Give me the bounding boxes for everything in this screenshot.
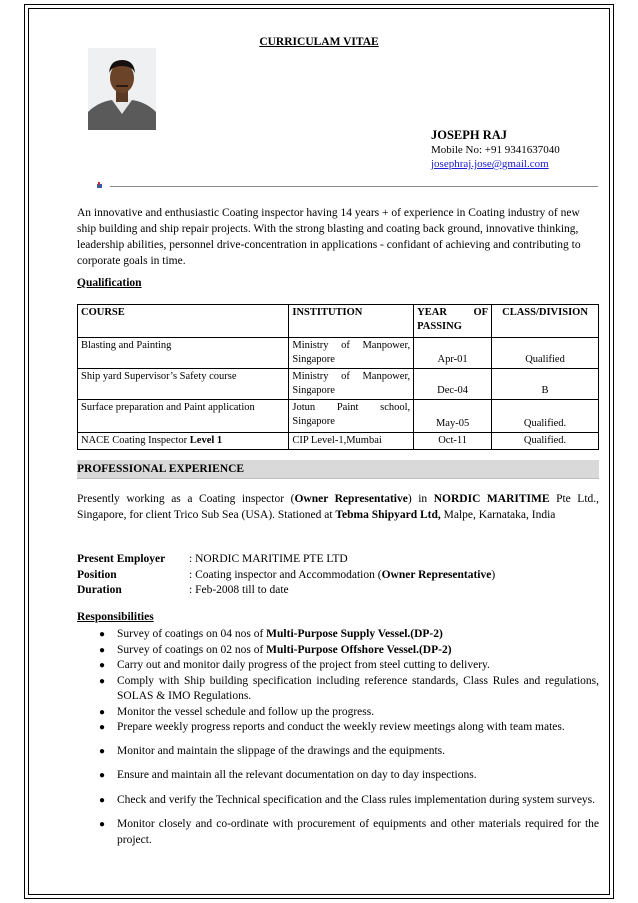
position-value-bold: Owner Representative [381, 569, 492, 581]
class-cell: Qualified [492, 338, 599, 369]
list-item [77, 705, 599, 721]
profile-photo [88, 48, 156, 130]
header-institution: INSTITUTION [289, 305, 414, 338]
employer-row [77, 551, 348, 567]
intro-bold-1: Owner Representative [294, 493, 408, 505]
qualification-heading: Qualification [77, 277, 142, 289]
list-item [77, 643, 599, 659]
item-text: Check and verify the Technical specification and the Class rules implementation during system surveys. [117, 793, 596, 806]
course-level-text: Level 1 [189, 435, 223, 446]
responsibilities-list [77, 627, 599, 848]
intro-text-4: Malpe, Karnataka, India [440, 509, 556, 521]
table-header-row [78, 305, 599, 338]
list-item [77, 744, 599, 760]
mobile-number: Mobile No: +91 9341637040 [431, 144, 560, 156]
year-cell: Dec-04 [414, 369, 492, 400]
header-divider [110, 186, 598, 187]
item-text: Monitor the vessel schedule and follow up the progress. [117, 705, 375, 718]
list-item [77, 768, 599, 784]
header-course: COURSE [78, 305, 289, 338]
item-text: Survey of coatings on 02 nos of [117, 643, 267, 656]
item-bold: Multi-Purpose Supply Vessel.(DP-2) [266, 628, 443, 640]
employer-value: : NORDIC MARITIME PTE LTD [189, 553, 348, 565]
position-label: Position [77, 569, 117, 581]
institution-text: Jotun Paint school, Singapore [292, 402, 411, 427]
class-cell: Qualified. [492, 433, 599, 450]
duration-row [77, 582, 289, 598]
bullet-icon: ● [99, 629, 106, 640]
class-cell: B [492, 369, 599, 400]
item-text: Monitor and maintain the slippage of the drawings and the equipments. [117, 744, 445, 757]
class-cell: Qualified. [492, 400, 599, 433]
bullet-icon: ● [99, 819, 106, 830]
summary-paragraph: An innovative and enthusiastic Coating inspector having 14 years + of experience in Coating industry of new ship building and ship repair projects. With the strong blasting and coating back ground, innovative thinking, leadership abilities, personnel drive-concentration in applications - confidant of achieving and contributing to corporate goals in time. [77, 207, 581, 267]
bullet-icon: ● [99, 644, 106, 656]
header-year: YEAR OF PASSING [414, 305, 492, 338]
intro-text-3: Pte Ltd., Singapore, for client Trico Sub Sea (USA). Stationed at [77, 493, 600, 521]
position-value: : Coating inspector and Accommodation ( [189, 569, 382, 581]
institution-cell: Ministry of Manpower, Singapore [289, 338, 414, 369]
course-text: Ship yard Supervisor’s Safety course [81, 371, 237, 382]
position-value-end: ) [491, 569, 496, 581]
list-item [77, 674, 599, 705]
table-row [78, 433, 599, 450]
decorative-bullet-icon [96, 176, 104, 184]
duration-value: : Feb-2008 till to date [189, 584, 289, 596]
bullet-icon: ● [99, 660, 106, 671]
bullet-icon: ● [99, 706, 106, 718]
experience-intro [77, 491, 599, 523]
list-item [77, 627, 599, 643]
bullet-icon: ● [99, 675, 106, 687]
table-row [78, 338, 599, 369]
candidate-name: JOSEPH RAJ [431, 128, 508, 142]
bullet-icon: ● [99, 770, 106, 781]
bullet-icon: ● [99, 722, 106, 733]
list-item [77, 658, 599, 674]
duration-label: Duration [77, 584, 122, 596]
course-cell [78, 338, 289, 369]
list-item [77, 817, 599, 848]
institution-cell: Ministry of Manpower, Singapore [289, 369, 414, 400]
item-text: Carry out and monitor daily progress of the project from steel cutting to delivery. [117, 659, 490, 671]
position-row [77, 567, 495, 583]
bullet-icon: ● [99, 794, 106, 806]
institution-cell: CIP Level-1,Mumbai [289, 433, 414, 450]
item-text: Ensure and maintain all the relevant documentation on day to day inspections. [117, 769, 477, 781]
experience-heading: PROFESSIONAL EXPERIENCE [77, 460, 599, 479]
course-cell [78, 400, 289, 433]
intro-bold-2: NORDIC MARITIME [433, 493, 550, 505]
year-cell: May-05 [414, 400, 492, 433]
course-text: Surface preparation and Paint application [81, 402, 255, 413]
item-text: Comply with Ship building specification including reference standards, Class Rules and regulations, SOLAS & IMO Regulations. [117, 674, 599, 702]
email-link[interactable]: josephraj.jose@gmail.com [431, 158, 549, 170]
intro-text-2: ) in [407, 493, 434, 505]
table-row [78, 400, 599, 433]
course-cell [78, 369, 289, 400]
institution-cell [289, 400, 414, 433]
employer-label: Present Employer [77, 553, 166, 565]
item-text: Monitor closely and co-ordinate with procurement of equipments and other materials required for the project. [117, 818, 599, 846]
year-cell: Apr-01 [414, 338, 492, 369]
course-text: NACE Coating Inspector [81, 435, 190, 446]
intro-text-1: Presently working as a Coating inspector ( [77, 493, 295, 505]
year-cell: Oct-11 [414, 433, 492, 450]
item-text: Prepare weekly progress reports and conduct the weekly review meetings along with team mates. [117, 721, 565, 733]
responsibilities-heading: Responsibilities [77, 611, 154, 623]
course-cell [78, 433, 289, 450]
list-item [77, 720, 599, 736]
document-title: CURRICULAM VITAE [259, 36, 379, 48]
header-class: CLASS/DIVISION [492, 305, 599, 338]
course-text: Blasting and Painting [81, 340, 172, 351]
list-item [77, 793, 599, 809]
qualification-table [77, 304, 599, 450]
intro-bold-3: Tebma Shipyard Ltd, [335, 509, 441, 521]
item-bold: Multi-Purpose Offshore Vessel.(DP-2) [266, 643, 452, 656]
table-row [78, 369, 599, 400]
bullet-icon: ● [99, 745, 106, 757]
item-text: Survey of coatings on 04 nos of [117, 628, 267, 640]
